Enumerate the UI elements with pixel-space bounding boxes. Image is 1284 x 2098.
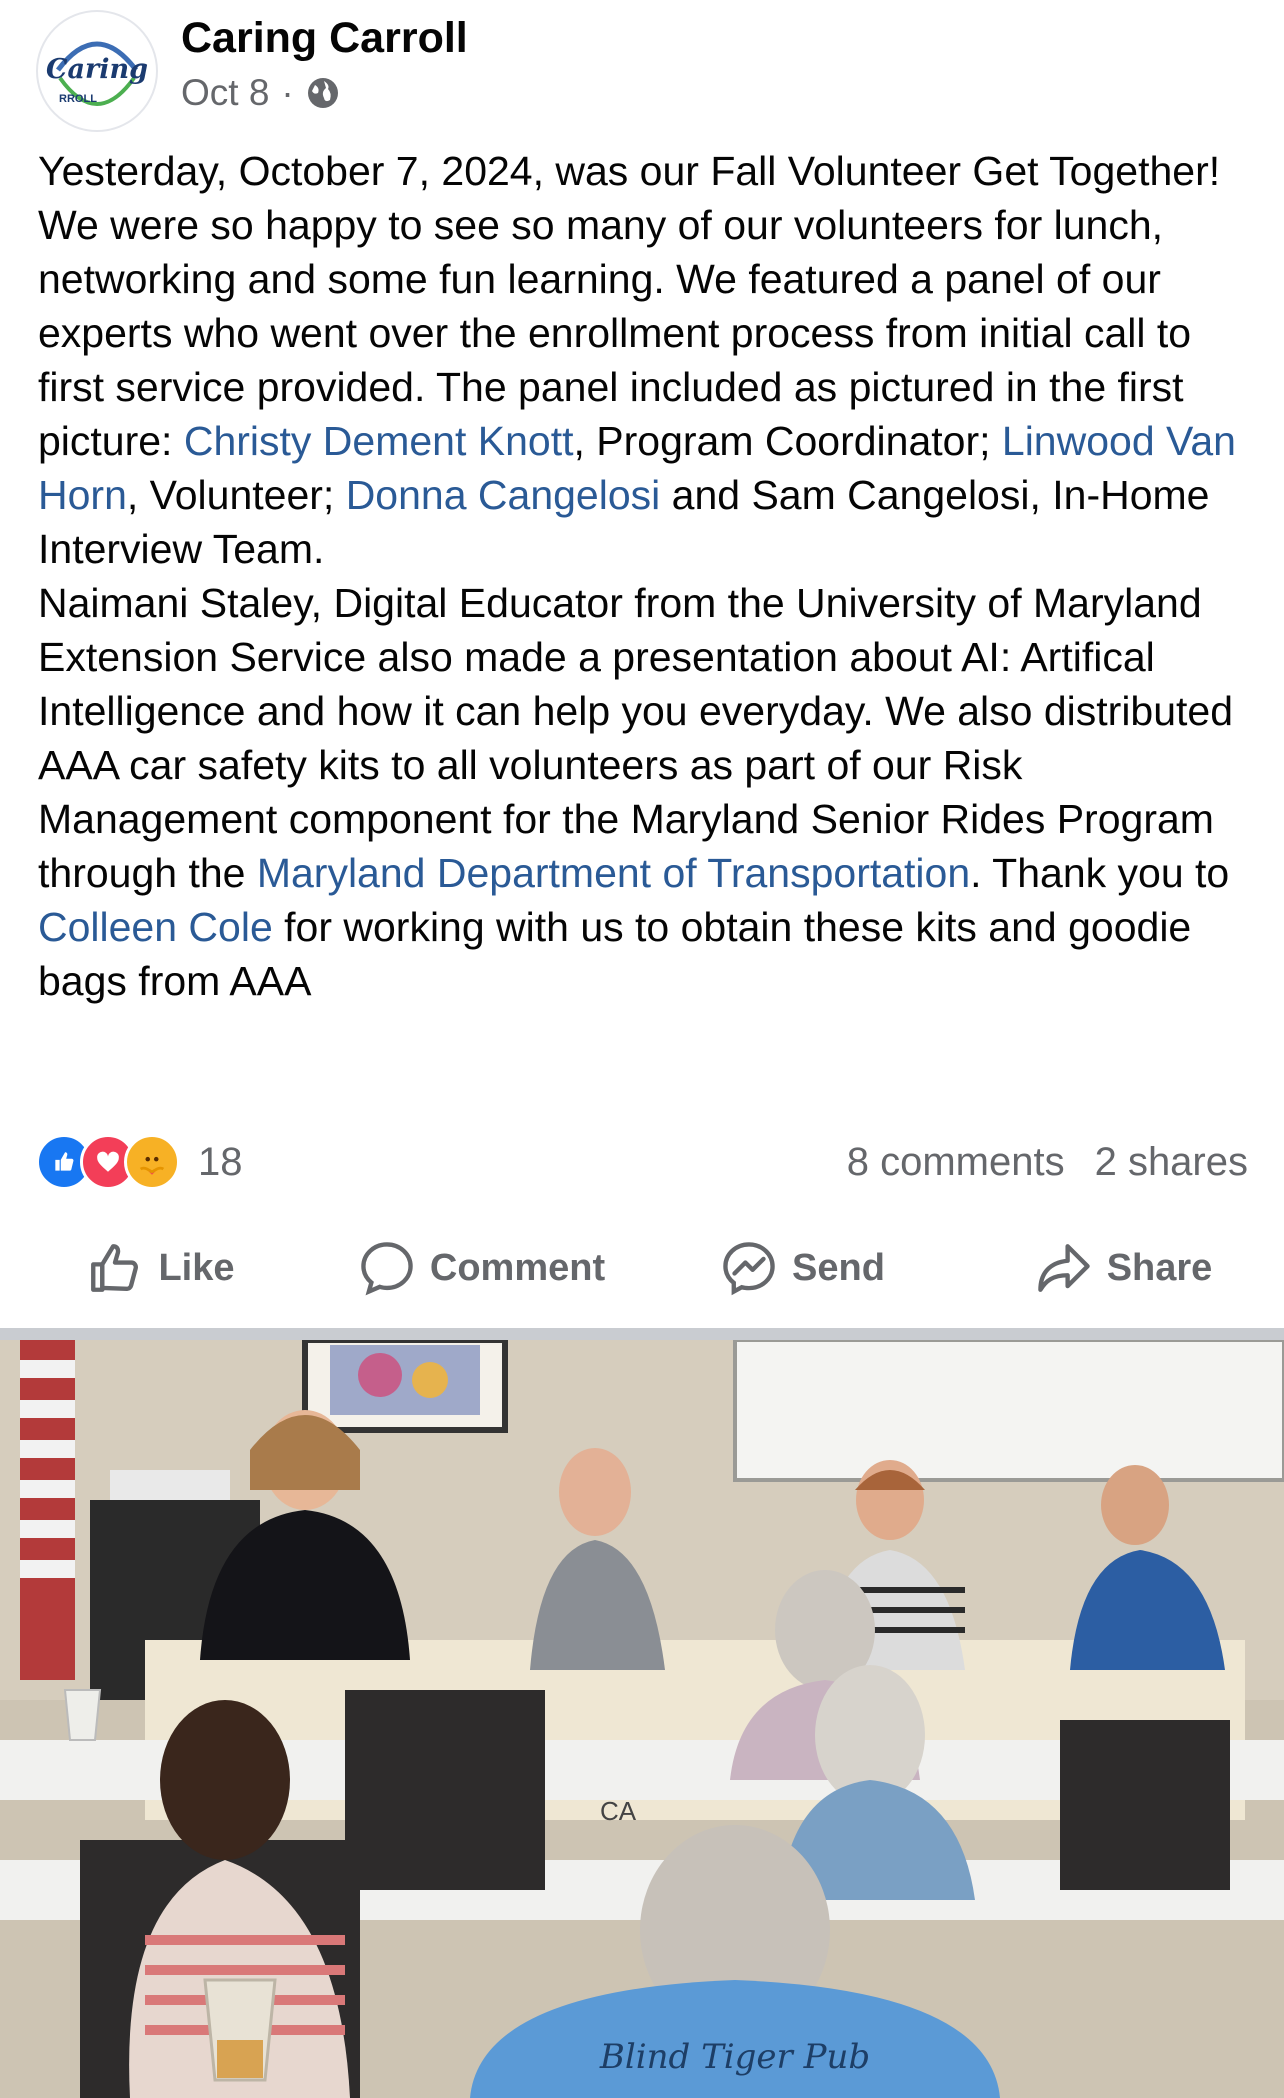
shares-count[interactable]: 2 shares: [1094, 1139, 1248, 1184]
post-photo[interactable]: [0, 1340, 1284, 2098]
post-date[interactable]: Oct 8: [181, 72, 270, 113]
body-text-segment: , Volunteer;: [126, 472, 346, 518]
care-reaction-icon: [124, 1134, 180, 1190]
comment-button[interactable]: [321, 1218, 642, 1318]
reaction-icons[interactable]: [36, 1134, 168, 1190]
banner-text: CA: [600, 1796, 637, 1826]
share-button[interactable]: [963, 1218, 1284, 1318]
reaction-count[interactable]: 18: [198, 1139, 243, 1184]
logo-subtext: RROLL: [59, 93, 97, 105]
mention-link[interactable]: Maryland Department of Transportation: [256, 850, 971, 896]
post-body: [38, 144, 1258, 1008]
projector-screen: [735, 1340, 1284, 1480]
body-text-segment: , Program Coordinator;: [573, 418, 1002, 464]
send-label: Send: [792, 1246, 885, 1289]
body-text-segment: . Thank you to: [970, 850, 1241, 896]
reaction-summary: [36, 1132, 1248, 1192]
share-label: Share: [1106, 1246, 1213, 1289]
mention-link[interactable]: Colleen Cole: [38, 904, 273, 950]
flag: [20, 1340, 75, 1680]
mention-link[interactable]: Linwood Van Horn: [38, 418, 1248, 518]
body-text-segment: for working with us to obtain these kits and goodie bags from AAA: [38, 904, 1203, 1004]
shirt-print: Blind Tiger Pub: [599, 2037, 871, 2077]
like-label: Like: [158, 1246, 235, 1289]
page-avatar[interactable]: [36, 10, 158, 132]
thumbs-up-icon: [86, 1239, 144, 1297]
post-header: [0, 0, 1284, 140]
post-action-bar: [0, 1218, 1284, 1318]
share-arrow-icon: [1035, 1239, 1093, 1297]
globe-icon[interactable]: [306, 76, 340, 110]
comment-label: Comment: [429, 1246, 606, 1289]
engagement-counts: [847, 1140, 1248, 1185]
section-divider: [0, 1328, 1284, 1340]
mention-link[interactable]: Donna Cangelosi: [345, 472, 661, 518]
comment-bubble-icon: [358, 1239, 416, 1297]
meta-separator: ·: [281, 72, 294, 113]
messenger-icon: [720, 1239, 778, 1297]
meeting-photo-illustration: [0, 1340, 1284, 2098]
send-button[interactable]: [642, 1218, 963, 1318]
caring-carroll-logo: [38, 12, 156, 130]
comments-count[interactable]: 8 comments: [846, 1139, 1065, 1184]
body-text-segment: and Sam Cangelosi, In-Home Interview Team. Naimani Staley, Digital Educator from the University of Maryland Extension Service also made a presentation about AI: Artifical Intelligence and how it can help you everyday. We also distributed AAA car safety kits to all volunteers as part of our Risk Management component for the Maryland Senior Rides Program through the: [38, 472, 1234, 896]
post-meta: [181, 72, 340, 114]
body-text-segment: Yesterday, October 7, 2024, was our Fall Volunteer Get Together! We were so happy to see so many of our volunteers for lunch, networking and some fun learning. We featured a panel of our experts who went over the enrollment process from initial call to first service provided. The panel included as pictured in the first picture:: [38, 148, 1232, 464]
logo-text: Caring: [46, 54, 148, 85]
mention-link[interactable]: Christy Dement Knott: [183, 418, 574, 464]
like-button[interactable]: [0, 1218, 321, 1318]
framed-artwork: [305, 1340, 505, 1430]
page-name[interactable]: Caring Carroll: [181, 14, 468, 62]
